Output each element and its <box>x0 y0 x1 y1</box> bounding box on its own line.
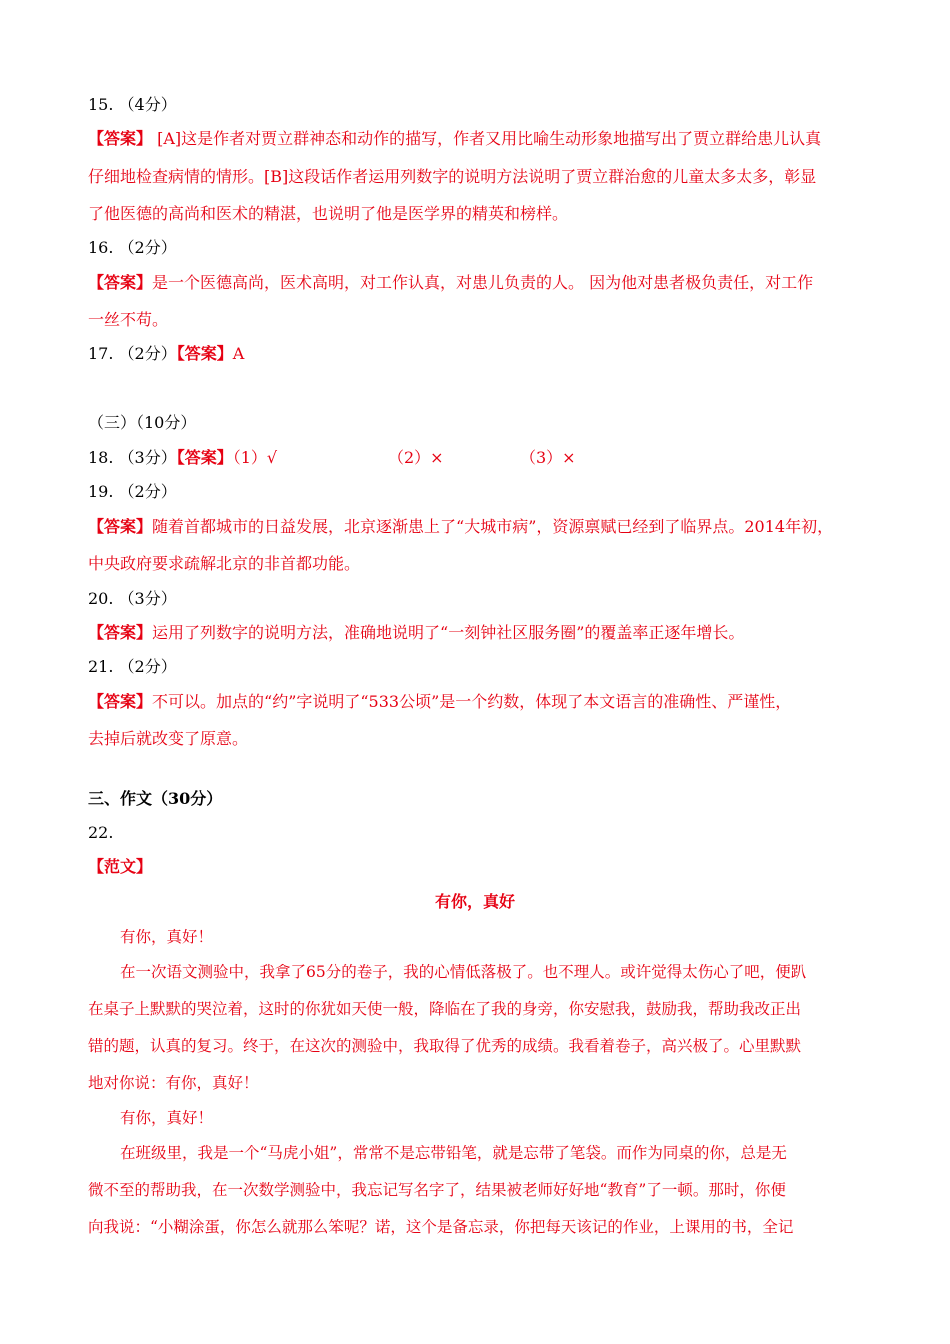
q18-answer-3: （3）× <box>520 448 576 467</box>
essay-title: 有你，真好 <box>434 892 515 911</box>
q19-answer-line-1 <box>88 517 868 537</box>
answer-label: 【答案】 <box>176 448 233 467</box>
q17-line <box>88 344 868 364</box>
composition-heading: 三、作文（30分） <box>88 789 223 808</box>
essay-paragraph-4-line-2: 微不至的帮助我，在一次数学测验中，我忘记写名字了，结果被老师好好地“教育”了一顿。那时，你便 <box>88 1181 786 1199</box>
q21-answer-line-1 <box>88 692 868 712</box>
answer-text: 不可以。加点的“约”字说明了“533公顷”是一个约数，体现了本文语言的准确性、严谨性， <box>152 692 792 711</box>
q15-answer-line-1 <box>88 129 868 149</box>
answer-text: 运用了列数字的说明方法，准确地说明了“一刻钟社区服务圈”的覆盖率正逐年增长。 <box>152 623 745 642</box>
q18-answer-2: （2）× <box>388 448 444 467</box>
answer-label: 【答案】 <box>176 344 233 363</box>
essay-paragraph-2-line-2: 在桌子上默默的哭泣着，这时的你犹如天使一般，降临在了我的身旁，你安慰我，鼓励我，帮助我改正出 <box>88 1000 802 1018</box>
q15-heading: 15. （4分） <box>88 95 177 114</box>
q19-heading: 19. （2分） <box>88 482 177 501</box>
q18-heading: 18. （3分） <box>88 448 177 467</box>
essay-paragraph-1: 有你，真好！ <box>120 928 214 946</box>
q16-answer-line-2: 一丝不苟。 <box>88 310 169 329</box>
answer-label: 【答案】 <box>88 273 153 292</box>
sample-essay-label: 【范文】 <box>88 857 153 876</box>
answer-label: 【答案】 <box>88 129 153 148</box>
answer-label: 【答案】 <box>88 623 153 642</box>
q20-answer-line-1 <box>88 623 868 643</box>
answer-label: 【答案】 <box>88 517 153 536</box>
essay-paragraph-3: 有你，真好！ <box>120 1109 214 1127</box>
essay-paragraph-4-line-3: 向我说：“小糊涂蛋，你怎么就那么笨呢？诺，这个是备忘录，你把每天该记的作业，上课用的书，全记 <box>88 1218 794 1236</box>
q21-heading: 21. （2分） <box>88 657 177 676</box>
q15-answer-line-3: 了他医德的高尚和医术的精湛，也说明了他是医学界的精英和榜样。 <box>88 204 569 223</box>
essay-paragraph-4-line-1: 在班级里，我是一个“马虎小姐”，常常不是忘带铅笔，就是忘带了笔袋。而作为同桌的你，总是无 <box>120 1144 787 1162</box>
section-three-heading: （三）（10分） <box>88 413 197 432</box>
q16-answer-line-1 <box>88 273 868 293</box>
answer-text: A <box>232 344 245 363</box>
q22-heading: 22. <box>88 823 114 842</box>
q18-answer-1: （1）√ <box>232 448 278 467</box>
q16-heading: 16. （2分） <box>88 238 177 257</box>
q21-answer-line-2: 去掉后就改变了原意。 <box>88 729 249 748</box>
essay-paragraph-2-line-4: 地对你说：有你，真好！ <box>88 1074 259 1092</box>
answer-label: 【答案】 <box>88 692 153 711</box>
answer-text: [A]这是作者对贾立群神态和动作的描写，作者又用比喻生动形象地描写出了贾立群给患儿认真 <box>152 129 822 148</box>
q19-answer-line-2: 中央政府要求疏解北京的非首都功能。 <box>88 554 361 573</box>
answer-text: 随着首都城市的日益发展，北京逐渐患上了“大城市病”，资源禀赋已经到了临界点。2014年初， <box>152 517 834 536</box>
essay-paragraph-2-line-1: 在一次语文测验中，我拿了65分的卷子，我的心情低落极了。也不理人。或许觉得太伤心了吧，便趴 <box>120 963 807 981</box>
q20-heading: 20. （3分） <box>88 589 177 608</box>
essay-paragraph-2-line-3: 错的题，认真的复习。终于，在这次的测验中，我取得了优秀的成绩。我看着卷子，高兴极了。心里默默 <box>88 1037 802 1055</box>
q17-heading: 17. （2分） <box>88 344 177 363</box>
answer-text: 是一个医德高尚，医术高明，对工作认真，对患儿负责的人。 因为他对患者极负责任，对工作 <box>152 273 814 292</box>
q15-answer-line-2: 仔细地检查病情的情形。[B]这段话作者运用列数字的说明方法说明了贾立群治愈的儿童太多太多，彰显 <box>88 167 817 186</box>
